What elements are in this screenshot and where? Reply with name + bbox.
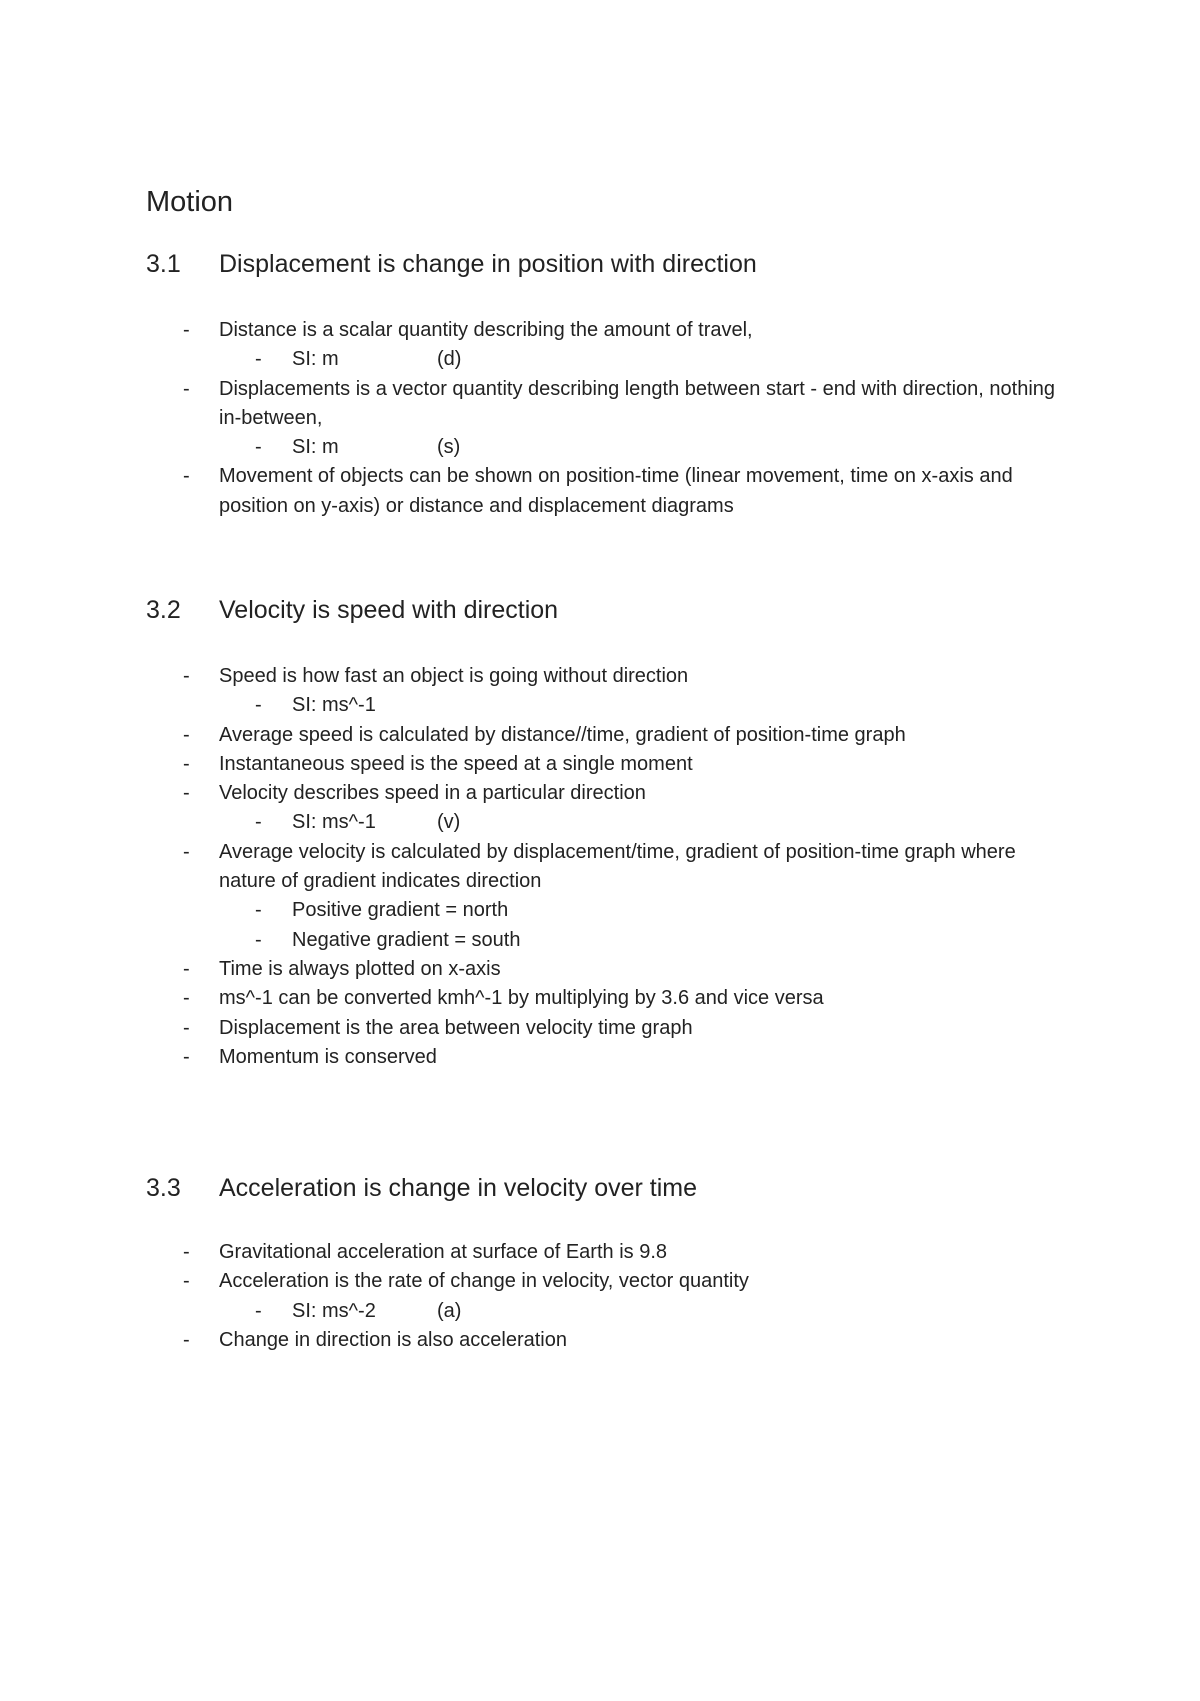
section-number: 3.2 — [146, 596, 181, 624]
list-item: - Change in direction is also acceleration — [146, 1326, 1076, 1355]
section-number: 3.1 — [146, 250, 181, 278]
section-heading — [146, 592, 1076, 628]
si-unit: SI: ms^-1 — [292, 811, 376, 834]
list-item: - Distance is a scalar quantity describing the amount of travel, — [146, 316, 1076, 345]
list-item: - Movement of objects can be shown on position-time (linear movement, time on x-axis and position on y-axis) or distance and displacement diagrams — [146, 462, 1076, 521]
unit-symbol: (v) — [437, 811, 461, 834]
list-item: - Acceleration is the rate of change in velocity, vector quantity — [146, 1267, 1076, 1296]
section-title: Displacement is change in position with direction — [219, 250, 757, 278]
section-3-2 — [146, 592, 1076, 1072]
list-item: - Gravitational acceleration at surface of Earth is 9.8 — [146, 1238, 1076, 1267]
list-item-sub: - Negative gradient = south — [146, 926, 1076, 955]
list-item: - ms^-1 can be converted kmh^-1 by multiplying by 3.6 and vice versa — [146, 984, 1076, 1013]
section-3-3 — [146, 1170, 1076, 1355]
list-item-sub — [146, 691, 1076, 720]
list-item: - Velocity describes speed in a particular direction — [146, 779, 1076, 808]
bullet-list — [146, 1238, 1076, 1355]
list-item: - Displacement is the area between velocity time graph — [146, 1014, 1076, 1043]
list-item-sub — [146, 433, 1076, 462]
list-item-sub: - Positive gradient = north — [146, 896, 1076, 925]
section-3-1 — [146, 246, 1076, 521]
section-number: 3.3 — [146, 1174, 181, 1202]
list-item-sub — [146, 345, 1076, 374]
list-item: - Instantaneous speed is the speed at a single moment — [146, 750, 1076, 779]
bullet-list — [146, 662, 1076, 1072]
section-title: Velocity is speed with direction — [219, 596, 559, 624]
list-item: - Average speed is calculated by distance//time, gradient of position-time graph — [146, 721, 1076, 750]
list-item: - Average velocity is calculated by displacement/time, gradient of position-time graph where nature of gradient indicates direction — [146, 838, 1076, 897]
si-unit: SI: m — [292, 436, 339, 459]
list-item: - Momentum is conserved — [146, 1043, 1076, 1072]
si-unit: SI: ms^-2 — [292, 1299, 376, 1322]
section-heading — [146, 246, 1076, 282]
section-heading — [146, 1170, 1076, 1206]
list-item: - Speed is how fast an object is going without direction — [146, 662, 1076, 691]
section-title: Acceleration is change in velocity over time — [219, 1174, 698, 1202]
unit-symbol: (a) — [437, 1299, 462, 1322]
list-item-sub — [146, 808, 1076, 837]
si-unit: SI: ms^-1 — [292, 694, 376, 717]
document-title: Motion — [146, 186, 234, 218]
si-unit: SI: m — [292, 348, 339, 371]
unit-symbol: (s) — [437, 436, 461, 459]
list-item: - Time is always plotted on x-axis — [146, 955, 1076, 984]
bullet-list — [146, 316, 1076, 521]
list-item: - Displacements is a vector quantity describing length between start - end with direction, nothing in-between, — [146, 375, 1076, 434]
unit-symbol: (d) — [437, 348, 462, 371]
list-item-sub — [146, 1297, 1076, 1326]
